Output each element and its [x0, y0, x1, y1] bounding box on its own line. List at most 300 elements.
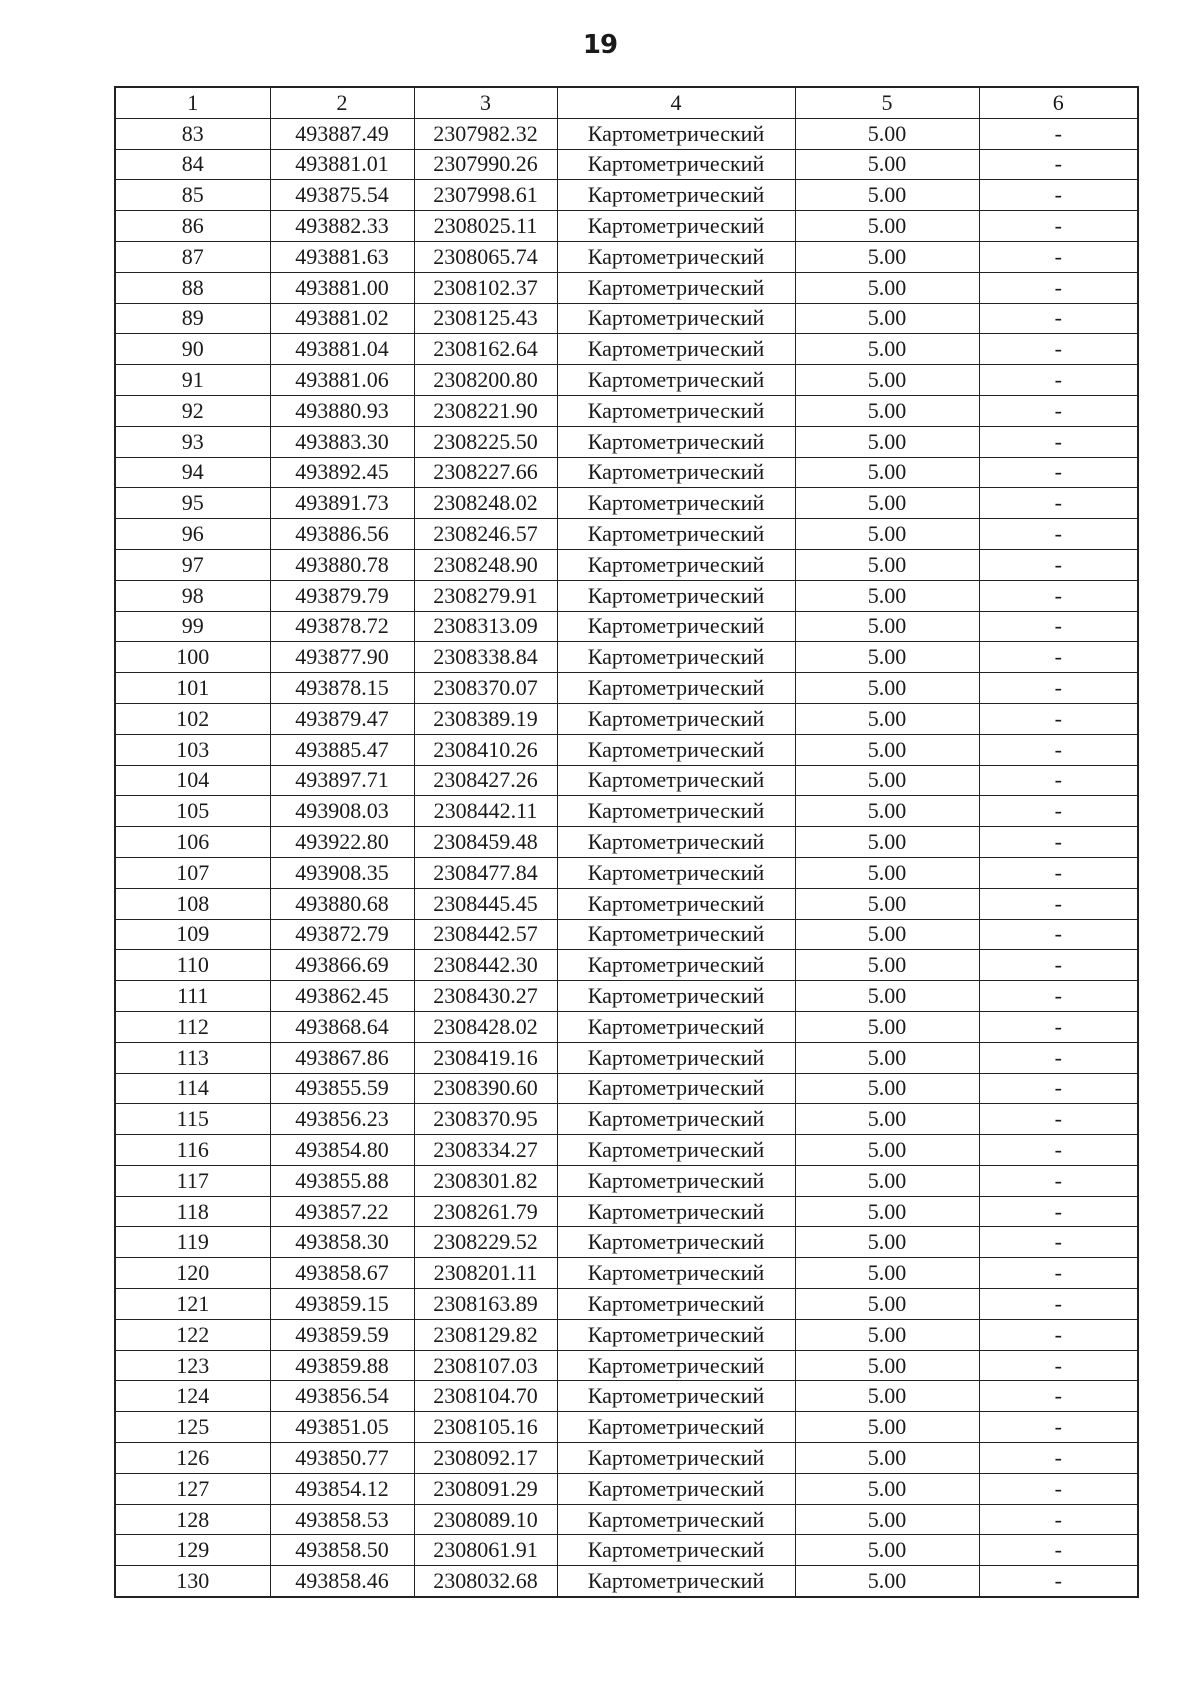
accuracy-cell: 5.00	[795, 426, 979, 457]
y-coordinate-cell: 2308445.45	[414, 888, 557, 919]
accuracy-cell: 5.00	[795, 118, 979, 149]
point-number-cell: 113	[115, 1042, 270, 1073]
x-coordinate-cell: 493908.03	[270, 796, 414, 827]
note-cell: -	[979, 488, 1138, 519]
point-number-cell: 114	[115, 1073, 270, 1104]
accuracy-cell: 5.00	[795, 211, 979, 242]
accuracy-cell: 5.00	[795, 642, 979, 673]
accuracy-cell: 5.00	[795, 1135, 979, 1166]
y-coordinate-cell: 2308162.64	[414, 334, 557, 365]
table-row	[115, 272, 1138, 303]
point-number-cell: 110	[115, 950, 270, 981]
accuracy-cell: 5.00	[795, 180, 979, 211]
x-coordinate-cell: 493858.46	[270, 1566, 414, 1597]
point-number-cell: 83	[115, 118, 270, 149]
point-number-cell: 117	[115, 1165, 270, 1196]
point-number-cell: 90	[115, 334, 270, 365]
accuracy-cell: 5.00	[795, 241, 979, 272]
note-cell: -	[979, 981, 1138, 1012]
accuracy-cell: 5.00	[795, 1473, 979, 1504]
y-coordinate-cell: 2308092.17	[414, 1443, 557, 1474]
y-coordinate-cell: 2308389.19	[414, 703, 557, 734]
point-number-cell: 126	[115, 1443, 270, 1474]
table-row	[115, 365, 1138, 396]
x-coordinate-cell: 493855.59	[270, 1073, 414, 1104]
accuracy-cell: 5.00	[795, 1381, 979, 1412]
x-coordinate-cell: 493872.79	[270, 919, 414, 950]
accuracy-cell: 5.00	[795, 395, 979, 426]
point-number-cell: 96	[115, 519, 270, 550]
note-cell: -	[979, 1135, 1138, 1166]
method-cell: Картометрический	[557, 426, 795, 457]
y-coordinate-cell: 2308104.70	[414, 1381, 557, 1412]
x-coordinate-cell: 493857.22	[270, 1196, 414, 1227]
x-coordinate-cell: 493851.05	[270, 1412, 414, 1443]
method-cell: Картометрический	[557, 1535, 795, 1566]
method-cell: Картометрический	[557, 642, 795, 673]
table-row	[115, 673, 1138, 704]
accuracy-cell: 5.00	[795, 149, 979, 180]
note-cell: -	[979, 857, 1138, 888]
y-coordinate-cell: 2308229.52	[414, 1227, 557, 1258]
method-cell: Картометрический	[557, 673, 795, 704]
method-cell: Картометрический	[557, 734, 795, 765]
point-number-cell: 85	[115, 180, 270, 211]
point-number-cell: 127	[115, 1473, 270, 1504]
y-coordinate-cell: 2308370.07	[414, 673, 557, 704]
table-row	[115, 580, 1138, 611]
y-coordinate-cell: 2308163.89	[414, 1289, 557, 1320]
point-number-cell: 122	[115, 1319, 270, 1350]
x-coordinate-cell: 493850.77	[270, 1443, 414, 1474]
note-cell: -	[979, 1473, 1138, 1504]
x-coordinate-cell: 493854.12	[270, 1473, 414, 1504]
y-coordinate-cell: 2308279.91	[414, 580, 557, 611]
table-row	[115, 1412, 1138, 1443]
x-coordinate-cell: 493855.88	[270, 1165, 414, 1196]
y-coordinate-cell: 2308442.11	[414, 796, 557, 827]
method-cell: Картометрический	[557, 549, 795, 580]
method-cell: Картометрический	[557, 272, 795, 303]
table-row	[115, 1104, 1138, 1135]
note-cell: -	[979, 1258, 1138, 1289]
y-coordinate-cell: 2308246.57	[414, 519, 557, 550]
accuracy-cell: 5.00	[795, 549, 979, 580]
x-coordinate-cell: 493878.15	[270, 673, 414, 704]
accuracy-cell: 5.00	[795, 1504, 979, 1535]
table-row	[115, 1319, 1138, 1350]
note-cell: -	[979, 919, 1138, 950]
method-cell: Картометрический	[557, 1566, 795, 1597]
y-coordinate-cell: 2308032.68	[414, 1566, 557, 1597]
method-cell: Картометрический	[557, 1042, 795, 1073]
table-row	[115, 303, 1138, 334]
note-cell: -	[979, 950, 1138, 981]
accuracy-cell: 5.00	[795, 334, 979, 365]
method-cell: Картометрический	[557, 1227, 795, 1258]
table-row	[115, 1443, 1138, 1474]
table-row	[115, 1566, 1138, 1597]
y-coordinate-cell: 2308200.80	[414, 365, 557, 396]
table-row	[115, 395, 1138, 426]
note-cell: -	[979, 180, 1138, 211]
accuracy-cell: 5.00	[795, 1042, 979, 1073]
y-coordinate-cell: 2308129.82	[414, 1319, 557, 1350]
y-coordinate-cell: 2308313.09	[414, 611, 557, 642]
coordinates-table	[114, 86, 1139, 1598]
point-number-cell: 86	[115, 211, 270, 242]
accuracy-cell: 5.00	[795, 673, 979, 704]
x-coordinate-cell: 493856.54	[270, 1381, 414, 1412]
x-coordinate-cell: 493866.69	[270, 950, 414, 981]
accuracy-cell: 5.00	[795, 303, 979, 334]
table-row	[115, 426, 1138, 457]
note-cell: -	[979, 1042, 1138, 1073]
table-header-row	[115, 87, 1138, 118]
table-row	[115, 765, 1138, 796]
point-number-cell: 91	[115, 365, 270, 396]
y-coordinate-cell: 2308221.90	[414, 395, 557, 426]
x-coordinate-cell: 493897.71	[270, 765, 414, 796]
column-header: 3	[414, 87, 557, 118]
method-cell: Картометрический	[557, 796, 795, 827]
note-cell: -	[979, 1566, 1138, 1597]
method-cell: Картометрический	[557, 1350, 795, 1381]
table-row	[115, 519, 1138, 550]
accuracy-cell: 5.00	[795, 950, 979, 981]
point-number-cell: 101	[115, 673, 270, 704]
y-coordinate-cell: 2308248.02	[414, 488, 557, 519]
method-cell: Картометрический	[557, 334, 795, 365]
y-coordinate-cell: 2308201.11	[414, 1258, 557, 1289]
x-coordinate-cell: 493877.90	[270, 642, 414, 673]
method-cell: Картометрический	[557, 827, 795, 858]
table-row	[115, 703, 1138, 734]
method-cell: Картометрический	[557, 1011, 795, 1042]
y-coordinate-cell: 2307982.32	[414, 118, 557, 149]
table-row	[115, 457, 1138, 488]
x-coordinate-cell: 493908.35	[270, 857, 414, 888]
x-coordinate-cell: 493881.63	[270, 241, 414, 272]
y-coordinate-cell: 2308459.48	[414, 827, 557, 858]
table-row	[115, 642, 1138, 673]
method-cell: Картометрический	[557, 1319, 795, 1350]
method-cell: Картометрический	[557, 888, 795, 919]
table-row	[115, 796, 1138, 827]
x-coordinate-cell: 493922.80	[270, 827, 414, 858]
table-row	[115, 611, 1138, 642]
note-cell: -	[979, 1196, 1138, 1227]
y-coordinate-cell: 2308442.57	[414, 919, 557, 950]
method-cell: Картометрический	[557, 180, 795, 211]
table-row	[115, 549, 1138, 580]
note-cell: -	[979, 1165, 1138, 1196]
note-cell: -	[979, 1350, 1138, 1381]
note-cell: -	[979, 1319, 1138, 1350]
accuracy-cell: 5.00	[795, 1011, 979, 1042]
note-cell: -	[979, 1011, 1138, 1042]
y-coordinate-cell: 2308338.84	[414, 642, 557, 673]
accuracy-cell: 5.00	[795, 981, 979, 1012]
point-number-cell: 129	[115, 1535, 270, 1566]
x-coordinate-cell: 493881.00	[270, 272, 414, 303]
point-number-cell: 88	[115, 272, 270, 303]
y-coordinate-cell: 2308105.16	[414, 1412, 557, 1443]
note-cell: -	[979, 580, 1138, 611]
table-row	[115, 1165, 1138, 1196]
y-coordinate-cell: 2308430.27	[414, 981, 557, 1012]
y-coordinate-cell: 2308261.79	[414, 1196, 557, 1227]
table-row	[115, 1196, 1138, 1227]
method-cell: Картометрический	[557, 1073, 795, 1104]
point-number-cell: 128	[115, 1504, 270, 1535]
x-coordinate-cell: 493883.30	[270, 426, 414, 457]
y-coordinate-cell: 2308428.02	[414, 1011, 557, 1042]
note-cell: -	[979, 1227, 1138, 1258]
note-cell: -	[979, 118, 1138, 149]
point-number-cell: 95	[115, 488, 270, 519]
accuracy-cell: 5.00	[795, 827, 979, 858]
accuracy-cell: 5.00	[795, 888, 979, 919]
note-cell: -	[979, 365, 1138, 396]
x-coordinate-cell: 493859.59	[270, 1319, 414, 1350]
column-header: 1	[115, 87, 270, 118]
accuracy-cell: 5.00	[795, 488, 979, 519]
x-coordinate-cell: 493881.01	[270, 149, 414, 180]
accuracy-cell: 5.00	[795, 1196, 979, 1227]
method-cell: Картометрический	[557, 303, 795, 334]
y-coordinate-cell: 2308061.91	[414, 1535, 557, 1566]
point-number-cell: 112	[115, 1011, 270, 1042]
accuracy-cell: 5.00	[795, 857, 979, 888]
point-number-cell: 89	[115, 303, 270, 334]
point-number-cell: 111	[115, 981, 270, 1012]
y-coordinate-cell: 2308477.84	[414, 857, 557, 888]
page-number: 19	[582, 30, 618, 60]
accuracy-cell: 5.00	[795, 611, 979, 642]
table-row	[115, 1504, 1138, 1535]
point-number-cell: 115	[115, 1104, 270, 1135]
point-number-cell: 104	[115, 765, 270, 796]
note-cell: -	[979, 827, 1138, 858]
point-number-cell: 93	[115, 426, 270, 457]
note-cell: -	[979, 426, 1138, 457]
column-header: 5	[795, 87, 979, 118]
x-coordinate-cell: 493854.80	[270, 1135, 414, 1166]
note-cell: -	[979, 1104, 1138, 1135]
accuracy-cell: 5.00	[795, 1165, 979, 1196]
method-cell: Картометрический	[557, 950, 795, 981]
point-number-cell: 108	[115, 888, 270, 919]
point-number-cell: 120	[115, 1258, 270, 1289]
table-row	[115, 1535, 1138, 1566]
table-row	[115, 857, 1138, 888]
x-coordinate-cell: 493856.23	[270, 1104, 414, 1135]
method-cell: Картометрический	[557, 1473, 795, 1504]
note-cell: -	[979, 457, 1138, 488]
table-row	[115, 118, 1138, 149]
accuracy-cell: 5.00	[795, 1227, 979, 1258]
accuracy-cell: 5.00	[795, 1289, 979, 1320]
note-cell: -	[979, 1412, 1138, 1443]
table-row	[115, 1011, 1138, 1042]
x-coordinate-cell: 493867.86	[270, 1042, 414, 1073]
note-cell: -	[979, 149, 1138, 180]
method-cell: Картометрический	[557, 1135, 795, 1166]
method-cell: Картометрический	[557, 457, 795, 488]
accuracy-cell: 5.00	[795, 1073, 979, 1104]
y-coordinate-cell: 2308427.26	[414, 765, 557, 796]
table-row	[115, 1289, 1138, 1320]
accuracy-cell: 5.00	[795, 796, 979, 827]
point-number-cell: 123	[115, 1350, 270, 1381]
method-cell: Картометрический	[557, 241, 795, 272]
x-coordinate-cell: 493882.33	[270, 211, 414, 242]
method-cell: Картометрический	[557, 118, 795, 149]
x-coordinate-cell: 493859.88	[270, 1350, 414, 1381]
method-cell: Картометрический	[557, 857, 795, 888]
note-cell: -	[979, 211, 1138, 242]
note-cell: -	[979, 888, 1138, 919]
note-cell: -	[979, 334, 1138, 365]
y-coordinate-cell: 2308125.43	[414, 303, 557, 334]
table-row	[115, 1350, 1138, 1381]
table-row	[115, 1135, 1138, 1166]
note-cell: -	[979, 1443, 1138, 1474]
accuracy-cell: 5.00	[795, 365, 979, 396]
table-row	[115, 180, 1138, 211]
point-number-cell: 107	[115, 857, 270, 888]
x-coordinate-cell: 493858.50	[270, 1535, 414, 1566]
x-coordinate-cell: 493879.47	[270, 703, 414, 734]
table-row	[115, 1227, 1138, 1258]
point-number-cell: 116	[115, 1135, 270, 1166]
note-cell: -	[979, 611, 1138, 642]
x-coordinate-cell: 493880.68	[270, 888, 414, 919]
column-header: 6	[979, 87, 1138, 118]
accuracy-cell: 5.00	[795, 1104, 979, 1135]
table-row	[115, 888, 1138, 919]
point-number-cell: 109	[115, 919, 270, 950]
note-cell: -	[979, 1073, 1138, 1104]
point-number-cell: 106	[115, 827, 270, 858]
method-cell: Картометрический	[557, 1412, 795, 1443]
accuracy-cell: 5.00	[795, 765, 979, 796]
x-coordinate-cell: 493880.93	[270, 395, 414, 426]
method-cell: Картометрический	[557, 149, 795, 180]
x-coordinate-cell: 493858.67	[270, 1258, 414, 1289]
point-number-cell: 124	[115, 1381, 270, 1412]
method-cell: Картометрический	[557, 1104, 795, 1135]
point-number-cell: 98	[115, 580, 270, 611]
note-cell: -	[979, 703, 1138, 734]
note-cell: -	[979, 734, 1138, 765]
table-row	[115, 981, 1138, 1012]
table-row	[115, 149, 1138, 180]
point-number-cell: 119	[115, 1227, 270, 1258]
accuracy-cell: 5.00	[795, 457, 979, 488]
note-cell: -	[979, 1381, 1138, 1412]
method-cell: Картометрический	[557, 365, 795, 396]
table-body	[115, 118, 1138, 1597]
y-coordinate-cell: 2308248.90	[414, 549, 557, 580]
point-number-cell: 121	[115, 1289, 270, 1320]
note-cell: -	[979, 1504, 1138, 1535]
accuracy-cell: 5.00	[795, 519, 979, 550]
table-row	[115, 241, 1138, 272]
method-cell: Картометрический	[557, 1289, 795, 1320]
y-coordinate-cell: 2308102.37	[414, 272, 557, 303]
point-number-cell: 118	[115, 1196, 270, 1227]
method-cell: Картометрический	[557, 580, 795, 611]
accuracy-cell: 5.00	[795, 1443, 979, 1474]
x-coordinate-cell: 493859.15	[270, 1289, 414, 1320]
point-number-cell: 125	[115, 1412, 270, 1443]
method-cell: Картометрический	[557, 981, 795, 1012]
accuracy-cell: 5.00	[795, 580, 979, 611]
note-cell: -	[979, 241, 1138, 272]
method-cell: Картометрический	[557, 919, 795, 950]
x-coordinate-cell: 493885.47	[270, 734, 414, 765]
note-cell: -	[979, 1289, 1138, 1320]
accuracy-cell: 5.00	[795, 1319, 979, 1350]
note-cell: -	[979, 1535, 1138, 1566]
method-cell: Картометрический	[557, 1443, 795, 1474]
column-header: 2	[270, 87, 414, 118]
y-coordinate-cell: 2308089.10	[414, 1504, 557, 1535]
table-row	[115, 1473, 1138, 1504]
method-cell: Картометрический	[557, 519, 795, 550]
table-row	[115, 1258, 1138, 1289]
point-number-cell: 84	[115, 149, 270, 180]
method-cell: Картометрический	[557, 488, 795, 519]
accuracy-cell: 5.00	[795, 1535, 979, 1566]
x-coordinate-cell: 493892.45	[270, 457, 414, 488]
point-number-cell: 97	[115, 549, 270, 580]
x-coordinate-cell: 493875.54	[270, 180, 414, 211]
accuracy-cell: 5.00	[795, 734, 979, 765]
column-header: 4	[557, 87, 795, 118]
method-cell: Картометрический	[557, 1381, 795, 1412]
x-coordinate-cell: 493891.73	[270, 488, 414, 519]
y-coordinate-cell: 2308442.30	[414, 950, 557, 981]
method-cell: Картометрический	[557, 765, 795, 796]
method-cell: Картометрический	[557, 611, 795, 642]
point-number-cell: 100	[115, 642, 270, 673]
x-coordinate-cell: 493858.53	[270, 1504, 414, 1535]
x-coordinate-cell: 493881.02	[270, 303, 414, 334]
point-number-cell: 99	[115, 611, 270, 642]
table-row	[115, 488, 1138, 519]
y-coordinate-cell: 2307990.26	[414, 149, 557, 180]
accuracy-cell: 5.00	[795, 272, 979, 303]
note-cell: -	[979, 796, 1138, 827]
table-row	[115, 1381, 1138, 1412]
x-coordinate-cell: 493886.56	[270, 519, 414, 550]
note-cell: -	[979, 395, 1138, 426]
y-coordinate-cell: 2308334.27	[414, 1135, 557, 1166]
method-cell: Картометрический	[557, 395, 795, 426]
y-coordinate-cell: 2308390.60	[414, 1073, 557, 1104]
note-cell: -	[979, 272, 1138, 303]
table-row	[115, 334, 1138, 365]
point-number-cell: 102	[115, 703, 270, 734]
x-coordinate-cell: 493868.64	[270, 1011, 414, 1042]
table-row	[115, 211, 1138, 242]
x-coordinate-cell: 493887.49	[270, 118, 414, 149]
y-coordinate-cell: 2308107.03	[414, 1350, 557, 1381]
point-number-cell: 105	[115, 796, 270, 827]
